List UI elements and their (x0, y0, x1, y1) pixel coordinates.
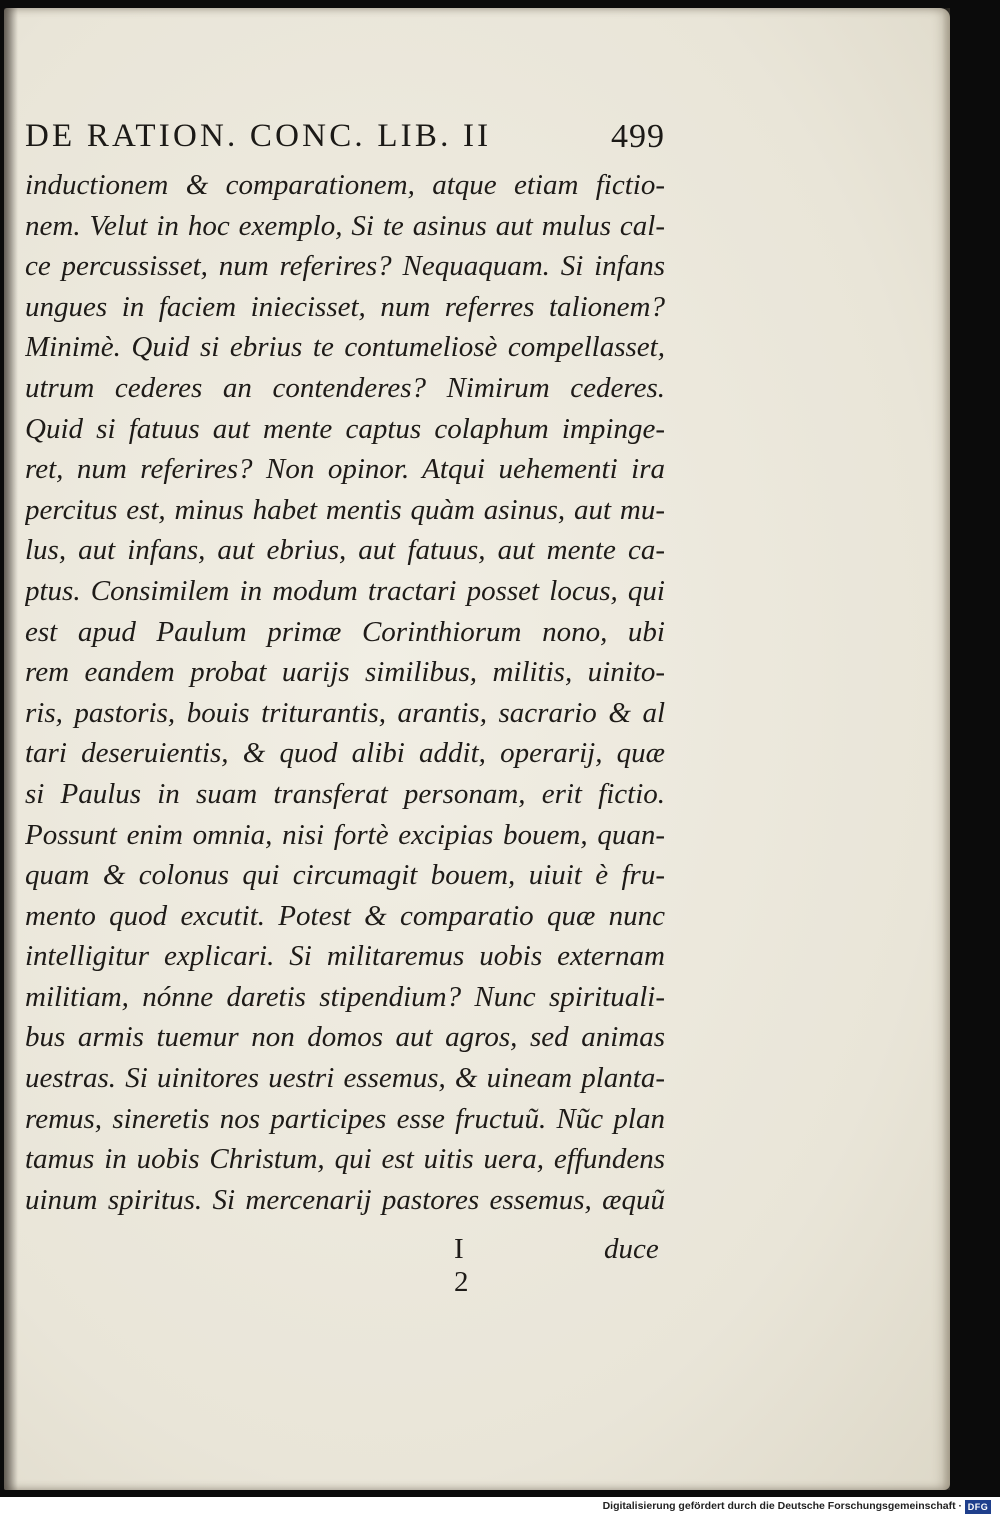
digitization-footer (0, 1497, 1000, 1518)
text-line: tamus in uobis Christum, qui est uitis uera, effundens (25, 1143, 665, 1176)
text-line: si Paulus in suam transferat personam, erit fictio. (25, 777, 665, 810)
page-number: 499 (611, 118, 665, 155)
page-edge-shadow (942, 8, 950, 1490)
text-line: rem eandem probat uarijs similibus, militis, uinito- (25, 656, 665, 689)
text-line: tari deseruientis, & quod alibi addit, operarij, quæ (25, 737, 665, 770)
book-page (4, 8, 950, 1490)
text-line: mento quod excutit. Potest & comparatio quæ nunc (25, 899, 665, 932)
text-block (25, 165, 665, 1220)
text-line: intelligitur explicari. Si militaremus uobis externam (25, 940, 665, 973)
text-line: lus, aut infans, aut ebrius, aut fatuus, aut mente ca- (25, 534, 665, 567)
text-line: est apud Paulum primæ Corinthiorum nono, ubi (25, 615, 665, 648)
text-line: ptus. Consimilem in modum tractari posset locus, qui (25, 574, 665, 607)
text-line: uestras. Si uinitores uestri essemus, & uineam planta- (25, 1062, 665, 1095)
text-line: utrum cederes an contenderes? Nimirum cederes. (25, 371, 665, 404)
footer-credit-text: Digitalisierung gefördert durch die Deutsche Forschungsgemeinschaft (602, 1500, 956, 1512)
text-line: Minimè. Quid si ebrius te contumeliosè compellasset, (25, 331, 665, 364)
text-line: inductionem & comparationem, atque etiam fictio- (25, 169, 665, 201)
catchword: duce (604, 1233, 659, 1265)
running-title: DE RATION. CONC. LIB. II (25, 118, 492, 154)
text-line: remus, sineretis nos participes esse fructuũ. Nũc plan (25, 1102, 665, 1135)
footer-credit (603, 1500, 962, 1512)
text-line: militiam, nónne daretis stipendium? Nunc spirituali- (25, 980, 665, 1013)
text-line: percitus est, minus habet mentis quàm asinus, aut mu- (25, 493, 665, 526)
text-line: quam & colonus qui circumagit bouem, uiuit è fru- (25, 859, 665, 892)
text-line: Quid si fatuus aut mente captus colaphum impinge- (25, 412, 665, 445)
text-line: bus armis tuemur non domos aut agros, sed animas (25, 1021, 665, 1054)
text-line: nem. Velut in hoc exemplo, Si te asinus aut mulus cal- (25, 209, 665, 242)
signature-mark: I 2 (454, 1233, 469, 1298)
gutter-shadow (4, 8, 18, 1490)
running-head (25, 118, 665, 164)
text-line: ce percussisset, num referires? Nequaquam. Si infans (25, 250, 665, 283)
text-line: ungues in faciem iniecisset, num referres talionem? (25, 290, 665, 323)
text-line: Possunt enim omnia, nisi fortè excipias bouem, quan- (25, 818, 665, 851)
text-line: ris, pastoris, bouis triturantis, arantis, sacrario & al (25, 696, 665, 729)
footer-separator: · (958, 1500, 962, 1512)
dfg-logo: DFG (965, 1500, 991, 1514)
text-line: ret, num referires? Non opinor. Atqui uehementi ira (25, 453, 665, 486)
text-line: uinum spiritus. Si mercenarij pastores essemus, æquũ (25, 1183, 665, 1216)
